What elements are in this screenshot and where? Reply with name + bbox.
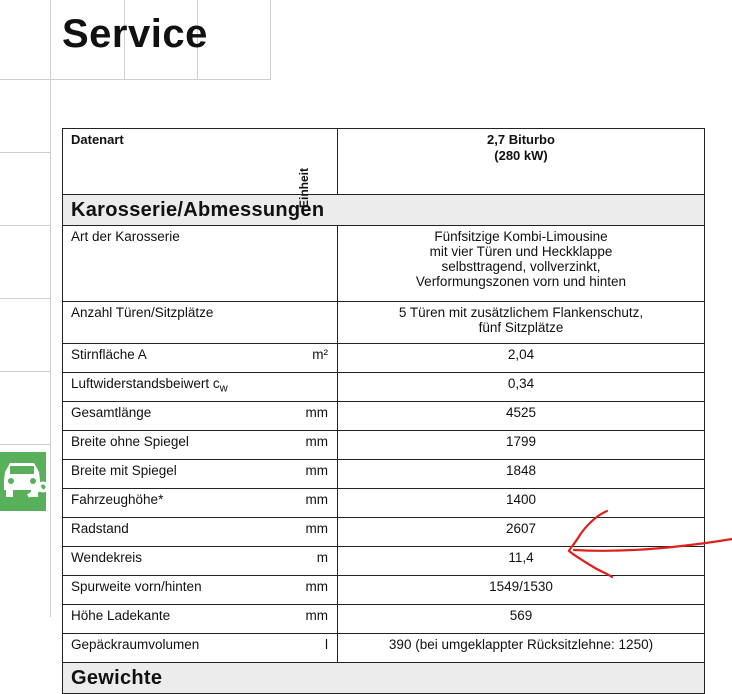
row-value: 0,34 xyxy=(507,376,535,391)
grid-line xyxy=(0,152,51,153)
row-value: Verformungszonen vorn und hinten xyxy=(415,274,627,289)
row-label: Radstand xyxy=(71,521,129,536)
table-row xyxy=(63,518,705,547)
row-unit: mm xyxy=(305,608,328,623)
table-row xyxy=(63,344,705,373)
row-label-cell xyxy=(63,518,338,547)
table-header-row xyxy=(63,129,705,195)
row-label-cell xyxy=(63,489,338,518)
grid-line xyxy=(0,79,271,80)
table-row xyxy=(63,302,705,344)
grid-line xyxy=(270,0,271,80)
row-value-cell xyxy=(338,605,705,634)
table-row xyxy=(63,226,705,302)
row-label-cell xyxy=(63,576,338,605)
section-row xyxy=(63,195,705,226)
row-value-cell xyxy=(338,576,705,605)
row-value-cell xyxy=(338,302,705,344)
row-label: Fahrzeughöhe* xyxy=(71,492,164,507)
row-value: 1400 xyxy=(505,492,537,507)
page-title: Service xyxy=(62,12,208,56)
row-label-cell xyxy=(63,634,338,663)
row-value-cell xyxy=(338,373,705,402)
grid-line xyxy=(50,0,51,617)
row-label: Höhe Ladekante xyxy=(71,608,171,623)
row-label: Gesamtlänge xyxy=(71,405,152,420)
row-label: Breite ohne Spiegel xyxy=(71,434,189,449)
row-label-cell xyxy=(63,460,338,489)
row-label-cell xyxy=(63,373,338,402)
row-label: Wendekreis xyxy=(71,550,143,565)
row-value: 11,4 xyxy=(508,550,534,565)
table-row xyxy=(63,460,705,489)
table-row xyxy=(63,576,705,605)
car-service-icon xyxy=(0,452,46,511)
header-model-line1: 2,7 Biturbo xyxy=(487,132,555,147)
row-label: Anzahl Türen/Sitzplätze xyxy=(71,305,214,320)
header-datenart-cell xyxy=(63,129,338,208)
row-label-cell xyxy=(63,547,338,576)
row-value-cell xyxy=(338,547,705,576)
row-label: Stirnfläche A xyxy=(71,347,147,362)
row-value: 5 Türen mit zusätzlichem Flankenschutz, xyxy=(398,305,644,320)
section-gewichte: Gewichte xyxy=(63,663,705,694)
row-value: mit vier Türen und Heckklappe xyxy=(429,244,613,259)
row-label-cell xyxy=(63,402,338,431)
grid-line xyxy=(0,225,51,226)
header-model-cell xyxy=(338,129,705,195)
row-unit: mm xyxy=(305,521,328,536)
table-row xyxy=(63,547,705,576)
header-datenart: Datenart xyxy=(71,132,124,147)
row-label-cell xyxy=(63,431,338,460)
table-row xyxy=(63,634,705,663)
row-value: 1549/1530 xyxy=(489,579,553,594)
row-value: Fünfsitzige Kombi-Limousine xyxy=(434,229,608,244)
row-label: Gepäckraumvolumen xyxy=(71,637,200,652)
row-value: 2,04 xyxy=(507,347,535,362)
row-value-cell xyxy=(338,226,705,302)
table-row xyxy=(63,402,705,431)
row-unit: mm xyxy=(305,463,328,478)
grid-line xyxy=(0,371,51,372)
header-einheit: Einheit xyxy=(297,167,311,208)
section-karosserie: Karosserie/Abmessungen xyxy=(63,195,705,226)
row-label-cell xyxy=(63,344,338,373)
row-value-cell xyxy=(338,344,705,373)
row-value: 569 xyxy=(509,608,533,623)
row-value-cell xyxy=(338,489,705,518)
row-label: Breite mit Spiegel xyxy=(71,463,177,478)
row-unit: m xyxy=(316,550,328,565)
row-label-cell xyxy=(63,605,338,634)
row-unit: mm xyxy=(305,434,328,449)
row-value-cell xyxy=(338,460,705,489)
section-row xyxy=(63,663,705,694)
table-row xyxy=(63,605,705,634)
row-unit: mm xyxy=(305,579,328,594)
row-unit: mm xyxy=(305,405,328,420)
row-value-cell xyxy=(338,402,705,431)
table-row xyxy=(63,431,705,460)
row-label: Art der Karosserie xyxy=(71,229,180,244)
row-value: fünf Sitzplätze xyxy=(478,320,564,335)
row-label-cell xyxy=(63,226,338,302)
table-row xyxy=(63,373,705,402)
table-row xyxy=(63,489,705,518)
header-model-line2: (280 kW) xyxy=(494,148,548,163)
grid-line xyxy=(0,444,51,445)
row-value: 1799 xyxy=(505,434,537,449)
row-label: Spurweite vorn/hinten xyxy=(71,579,202,594)
row-value: 1848 xyxy=(505,463,537,478)
row-label-cell xyxy=(63,302,338,344)
row-unit: l xyxy=(325,637,328,652)
row-value: 390 (bei umgeklappter Rücksitzlehne: 1250) xyxy=(388,637,654,652)
row-value: selbsttragend, vollverzinkt, xyxy=(441,259,601,274)
row-unit: m² xyxy=(312,347,328,362)
grid-line xyxy=(0,298,51,299)
row-unit: mm xyxy=(305,492,328,507)
row-label: Luftwiderstandsbeiwert c xyxy=(71,376,220,391)
row-value-cell xyxy=(338,431,705,460)
row-value-cell xyxy=(338,634,705,663)
row-value-cell xyxy=(338,518,705,547)
row-value: 2607 xyxy=(505,521,537,536)
row-value: 4525 xyxy=(505,405,537,420)
row-label-subscript: w xyxy=(219,382,228,395)
spec-table xyxy=(62,128,705,694)
